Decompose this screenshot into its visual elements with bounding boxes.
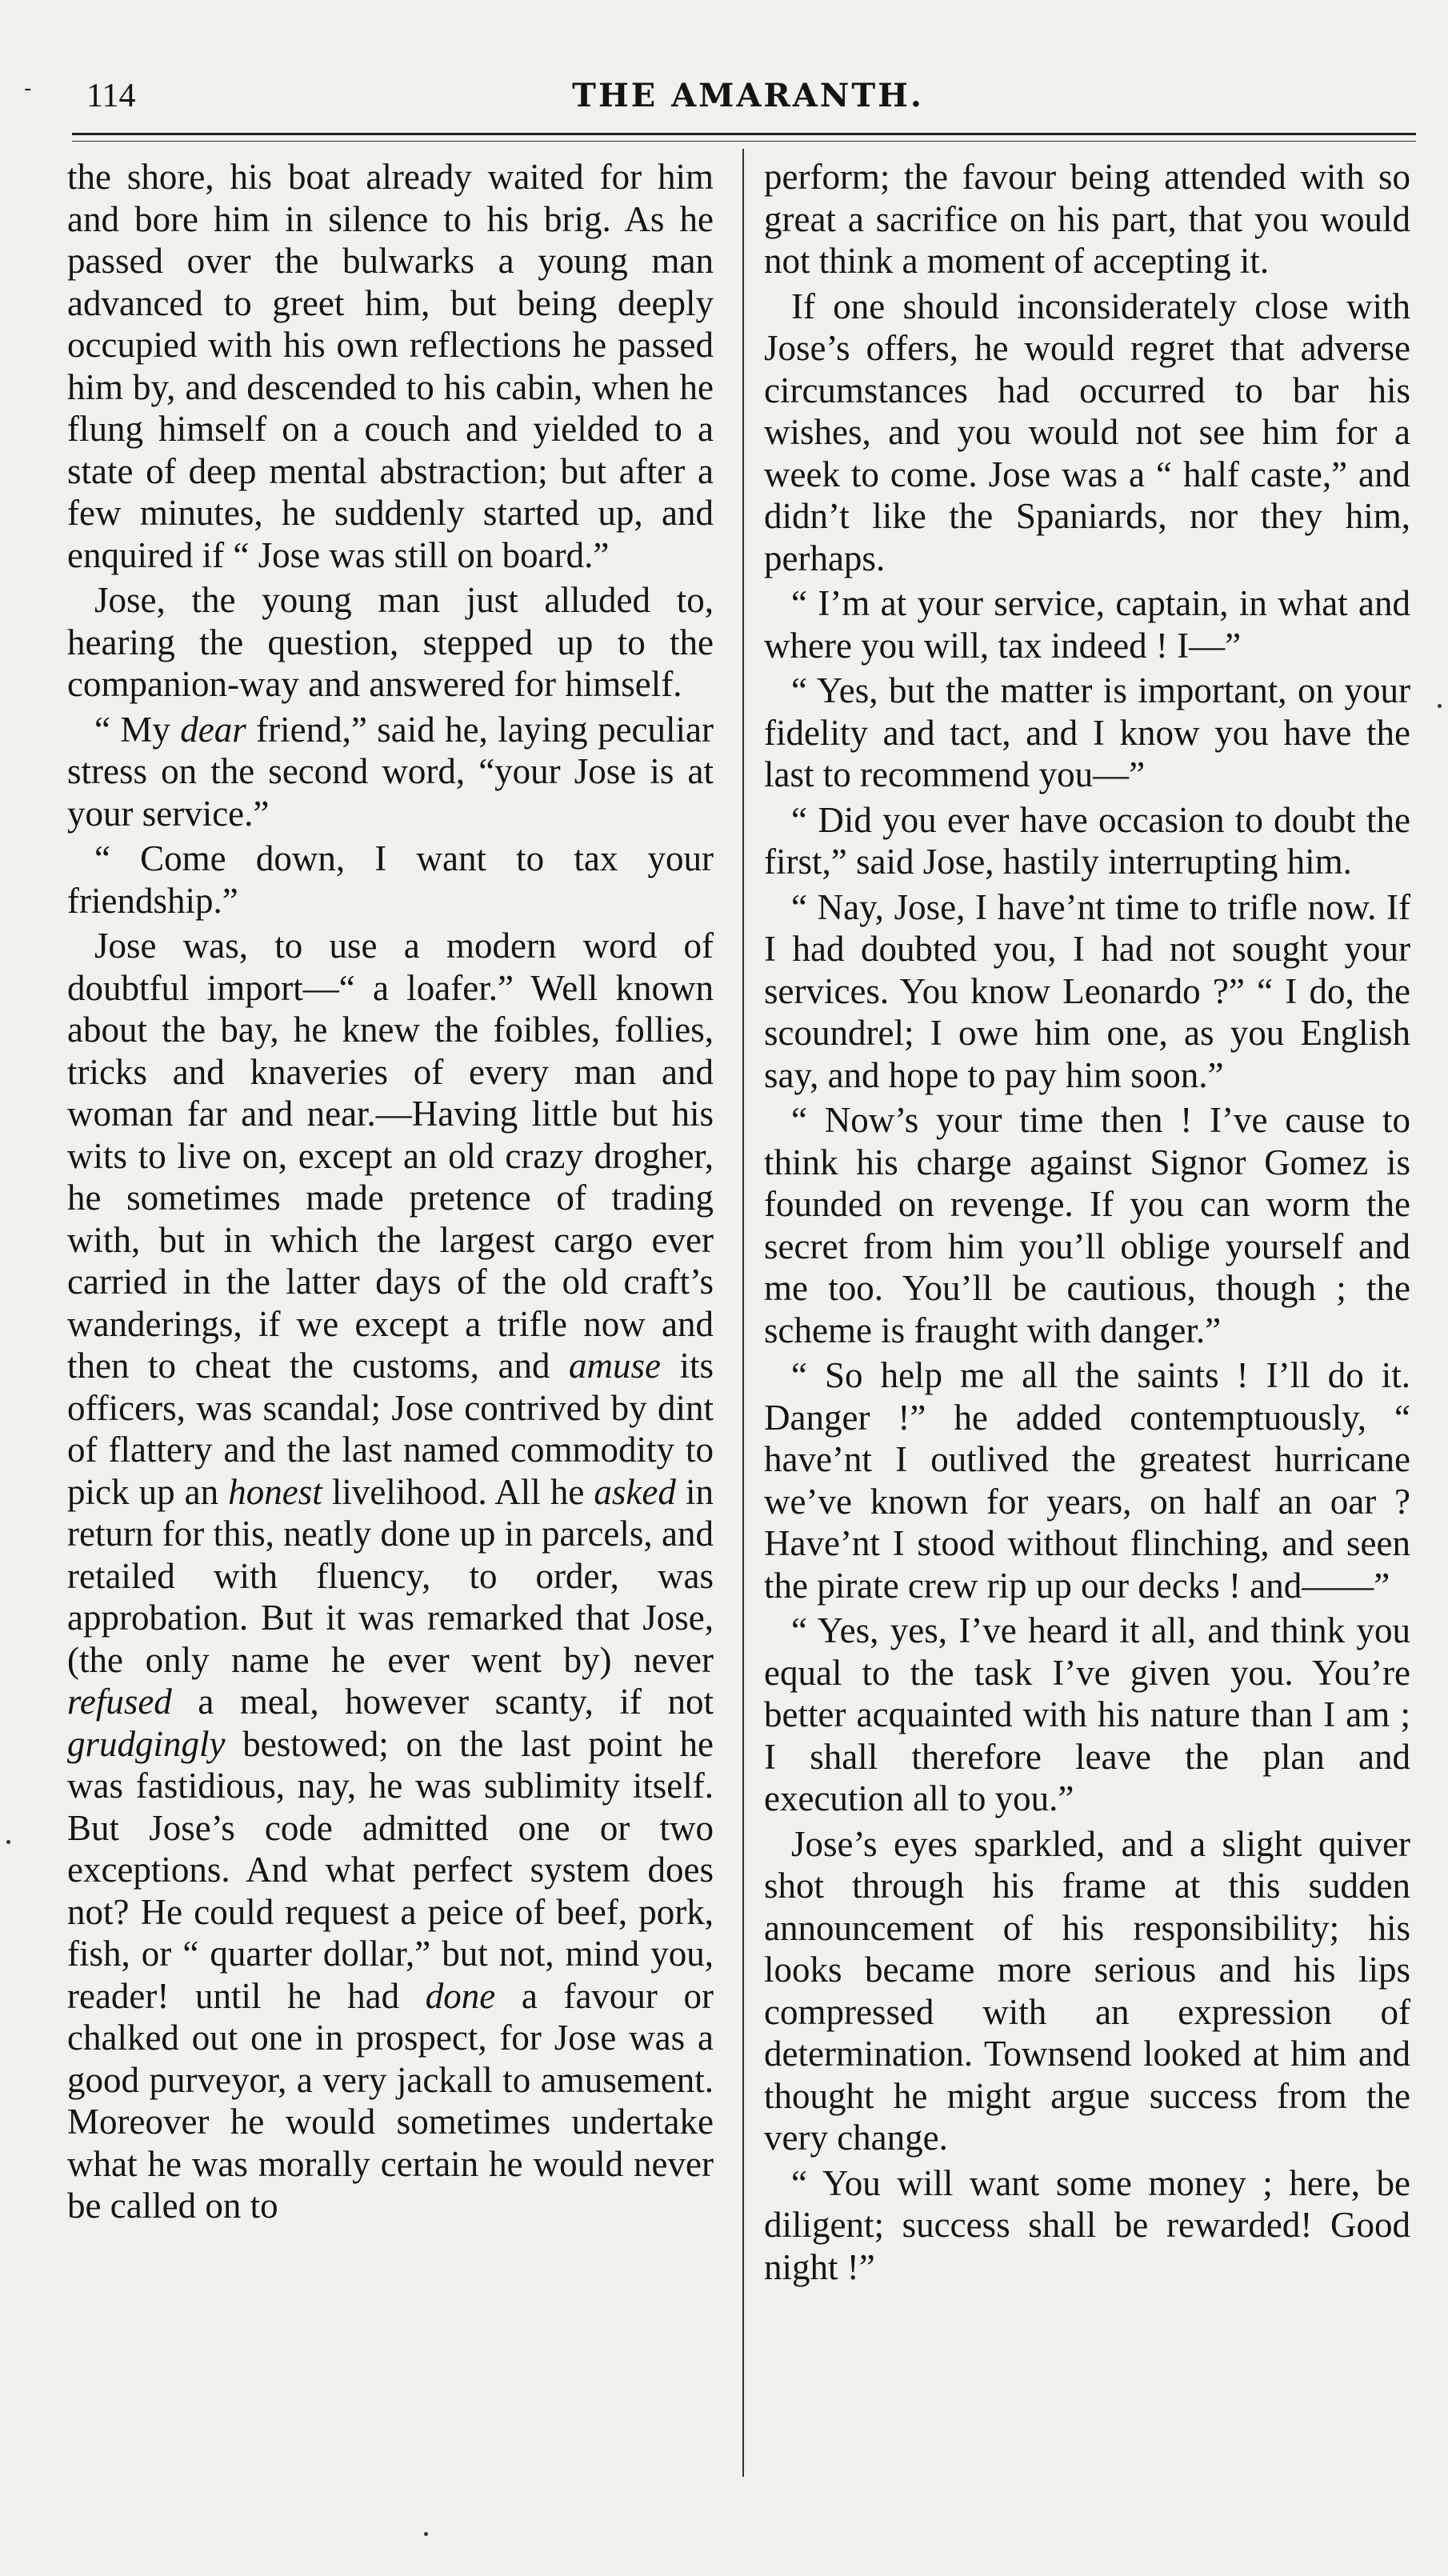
corner-mark: -	[24, 77, 32, 101]
paragraph	[67, 925, 714, 2227]
text-run: friend,” said he, laying peculiar stress on the second word, “your Jose is at your service.”	[67, 709, 714, 834]
journal-title: THE AMARANTH.	[572, 77, 924, 114]
left-column	[67, 156, 714, 2227]
italic-text: grudgingly	[67, 1723, 226, 1764]
italic-text: asked	[594, 1471, 676, 1512]
text-run: Jose was, to use a modern word of doubtful import—“ a loafer.” Well known about the bay, he knew the foibles, follies, tricks and knaveries of every man and woman far and near.—Having little but his wits to live on, except an old crazy drogher, he sometimes made pretence of trading with, but in which the largest cargo ever carried in the latter days of the old craft’s wanderings, if we except a trifle now and then to cheat the customs, and	[67, 926, 714, 1386]
text-run: “ My	[94, 709, 181, 750]
text-run: the shore, his boat already waited for him and bore him in silence to his brig. As he passed over the bulwarks a young man advanced to greet him, but being deeply occupied with his own reflections he passed him by, and descended to his cabin, when he flung himself on a couch and yielded to a state of deep mental abstraction; but after a few minutes, he suddenly started up, and enquired if “ Jose was still on board.”	[67, 157, 714, 575]
text-run: perform; the favour being attended with so great a sacrifice on his part, that you would not think a moment of accepting it.	[764, 157, 1410, 281]
page-number: 114	[86, 78, 136, 114]
text-run: a meal, however scanty, if not	[171, 1682, 714, 1722]
paragraph	[764, 286, 1410, 580]
paragraph	[764, 582, 1410, 666]
italic-text: done	[425, 1975, 496, 2016]
text-run: its officers, was scandal; Jose contrived by dint of flattery and the last named commodity to pick up an	[67, 1346, 714, 1512]
paragraph	[67, 709, 714, 835]
text-run: Jose’s eyes sparkled, and a slight quiver shot through his frame at this sudden announcement of his responsibility; his looks became more serious and his lips compressed with an expression of determination. Townsend looked at him and thought he might argue success from the very change.	[764, 1823, 1410, 2158]
text-run: livelihood. All he	[322, 1471, 594, 1512]
paragraph	[764, 886, 1410, 1097]
stray-mark	[1438, 704, 1442, 708]
text-run: a favour or chalked out one in prospect, for Jose was a good purveyor, a very jackall to amusement. Moreover he would sometimes undertake what he was morally certain he would never be called on to	[67, 1975, 714, 2226]
continued-paragraph	[67, 156, 714, 576]
text-run: “ Yes, yes, I’ve heard it all, and think you equal to the task I’ve given you. You’re better acquainted with his nature than I am ; I shall therefore leave the plan and execution all to you.”	[764, 1610, 1410, 1818]
italic-text: honest	[228, 1471, 322, 1512]
right-column	[764, 156, 1410, 2288]
text-run: in return for this, neatly done up in parcels, and retailed with fluency, to order, was approbation. But it was remarked that Jose, (the only name he ever went by) never	[67, 1471, 714, 1680]
paragraph	[764, 2162, 1410, 2289]
text-run: “ I’m at your service, captain, in what and where you will, tax indeed ! I—”	[764, 583, 1410, 666]
paragraph	[764, 670, 1410, 796]
stray-mark	[424, 2532, 428, 2536]
text-run: “ Nay, Jose, I have’nt time to trifle now. If I had doubted you, I had not sought your services. You know Leonardo ?” “ I do, the scoundrel; I owe him one, as you English say, and hope to pay him soon.”	[764, 886, 1410, 1095]
paragraph	[764, 1099, 1410, 1351]
header-rule-thin	[72, 141, 1416, 142]
text-run: “ Did you ever have occasion to doubt the first,” said Jose, hastily interrupting him.	[764, 799, 1410, 882]
continued-paragraph	[764, 156, 1410, 282]
text-run: bestowed; on the last point he was fastidious, nay, he was sublimity itself. But Jose’s code admitted one or two exceptions. And what perfect system does not? He could request a peice of beef, pork, fish, or “ quarter dollar,” but not, mind you, reader! until he had	[67, 1723, 714, 2016]
column-divider	[742, 149, 744, 2477]
paragraph	[764, 1354, 1410, 1606]
stray-mark	[6, 1840, 10, 1844]
paragraph	[67, 838, 714, 922]
text-run: “ So help me all the saints ! I’ll do it. Danger !” he added contemptuously, “ have’nt I outlived the greatest hurricane we’ve known for years, on half an oar ? Have’nt I stood without flinching, and seen the pirate crew rip up our decks ! and——”	[764, 1355, 1410, 1606]
text-run: Jose, the young man just alluded to, hearing the question, stepped up to the companion-way and answered for himself.	[67, 580, 714, 704]
text-run: If one should inconsiderately close with Jose’s offers, he would regret that adverse circumstances had occurred to bar his wishes, and you would not see him for a week to come. Jose was a “ half caste,” and didn’t like the Spaniards, nor they him, perhaps.	[764, 286, 1410, 578]
text-run: “ You will want some money ; here, be diligent; success shall be rewarded! Good night !”	[764, 2162, 1410, 2287]
text-run: “ Yes, but the matter is important, on your fidelity and tact, and I know you have the last to recommend you—”	[764, 670, 1410, 794]
paragraph	[764, 1610, 1410, 1820]
header-rule-thick	[72, 133, 1416, 135]
text-run: “ Now’s your time then ! I’ve cause to think his charge against Signor Gomez is founded on revenge. If you can worm the secret from him you’ll oblige yourself and me too. You’ll be cautious, though ; the scheme is fraught with danger.”	[764, 1100, 1410, 1350]
text-run: “ Come down, I want to tax your friendship.”	[67, 838, 714, 921]
paragraph	[764, 799, 1410, 883]
italic-text: refused	[67, 1682, 172, 1722]
running-head	[72, 77, 1424, 125]
paragraph	[67, 579, 714, 706]
italic-text: amuse	[569, 1346, 661, 1386]
italic-text: dear	[180, 709, 246, 750]
paragraph	[764, 1823, 1410, 2159]
